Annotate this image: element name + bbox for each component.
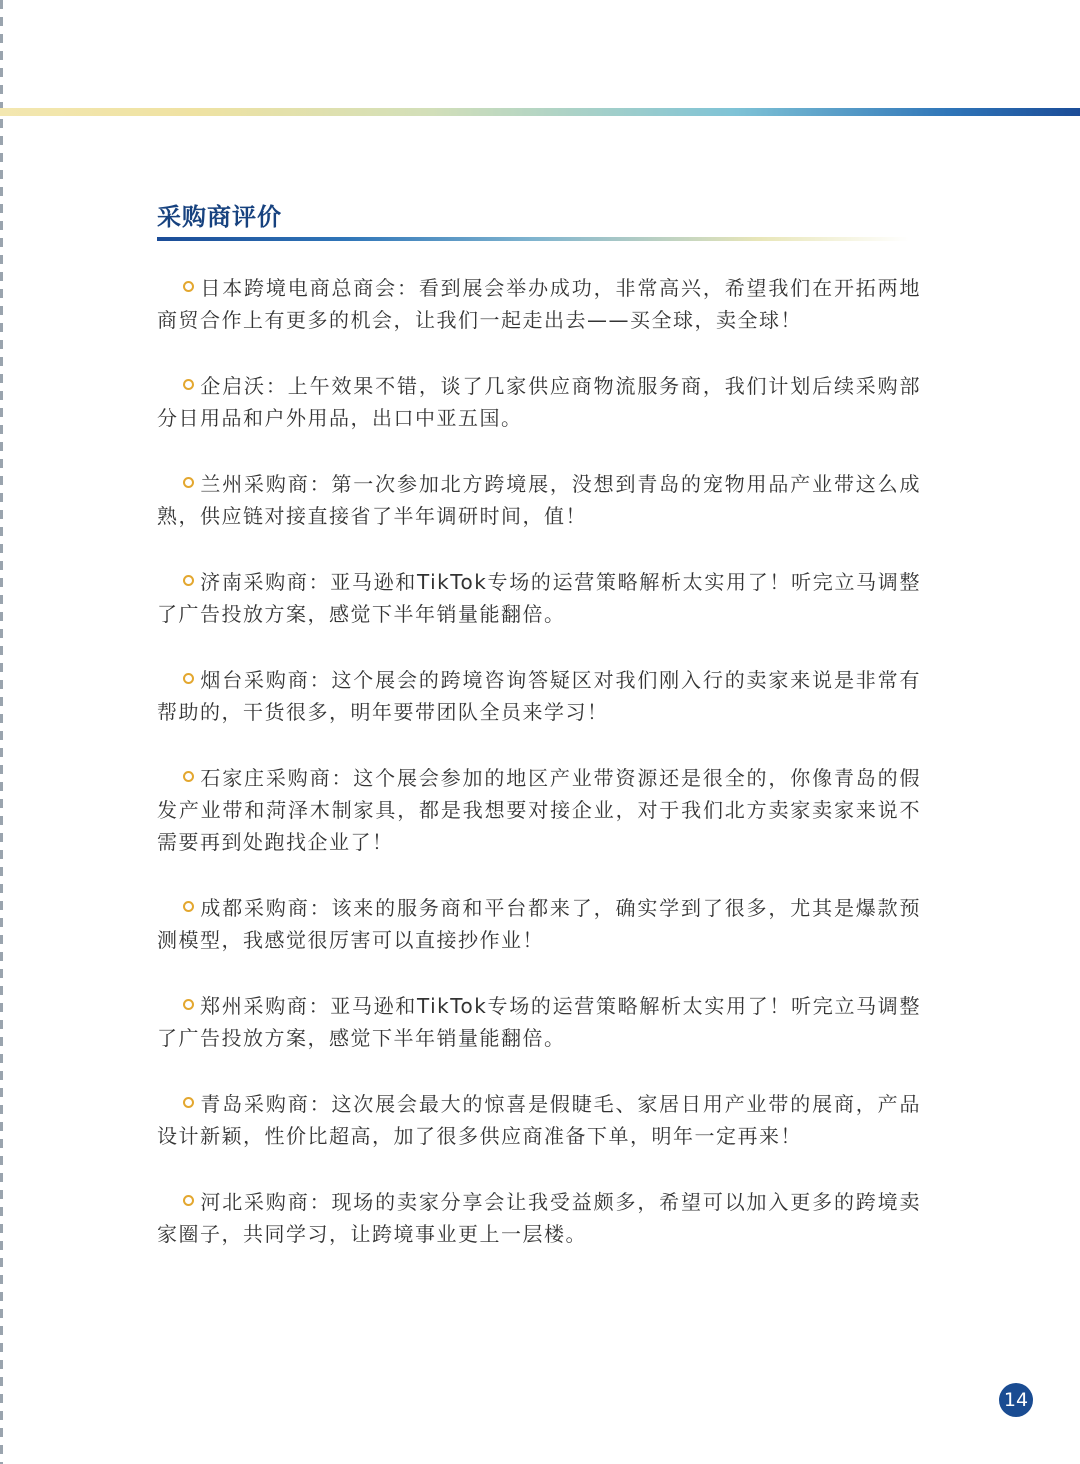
header-gradient-band <box>0 108 1080 116</box>
review-text: 成都采购商：该来的服务商和平台都来了，确实学到了很多，尤其是爆款预测模型，我感觉很厉害可以直接抄作业！ <box>157 896 921 952</box>
title-underline <box>157 237 909 241</box>
review-text: 郑州采购商：亚马逊和TikTok专场的运营策略解析太实用了！听完立马调整了广告投放方案，感觉下半年销量能翻倍。 <box>157 994 921 1050</box>
section-title: 采购商评价 <box>157 203 282 231</box>
binding-dashed-edge <box>0 0 3 1464</box>
circle-bullet-icon <box>183 281 194 292</box>
page-number-badge: 14 <box>999 1383 1033 1417</box>
review-text: 日本跨境电商总商会：看到展会举办成功，非常高兴，希望我们在开拓两地商贸合作上有更多的机会，让我们一起走出去——买全球，卖全球！ <box>157 276 921 332</box>
review-text: 石家庄采购商：这个展会参加的地区产业带资源还是很全的，你像青岛的假发产业带和菏泽木制家具，都是我想要对接企业，对于我们北方卖家卖家来说不需要再到处跑找企业了！ <box>157 766 921 854</box>
review-item <box>157 762 921 858</box>
circle-bullet-icon <box>183 673 194 684</box>
review-text: 青岛采购商：这次展会最大的惊喜是假睫毛、家居日用产业带的展商，产品设计新颖，性价比超高，加了很多供应商准备下单，明年一定再来！ <box>157 1092 921 1148</box>
review-item <box>157 566 921 630</box>
circle-bullet-icon <box>183 901 194 912</box>
review-item <box>157 990 921 1054</box>
circle-bullet-icon <box>183 1097 194 1108</box>
circle-bullet-icon <box>183 379 194 390</box>
review-text: 河北采购商：现场的卖家分享会让我受益颇多，希望可以加入更多的跨境卖家圈子，共同学习，让跨境事业更上一层楼。 <box>157 1190 921 1246</box>
circle-bullet-icon <box>183 575 194 586</box>
review-item <box>157 370 921 434</box>
review-item <box>157 468 921 532</box>
circle-bullet-icon <box>183 1195 194 1206</box>
review-list <box>157 272 921 1284</box>
review-text: 烟台采购商：这个展会的跨境咨询答疑区对我们刚入行的卖家来说是非常有帮助的，干货很多，明年要带团队全员来学习！ <box>157 668 921 724</box>
review-text: 兰州采购商：第一次参加北方跨境展，没想到青岛的宠物用品产业带这么成熟，供应链对接直接省了半年调研时间，值！ <box>157 472 921 528</box>
circle-bullet-icon <box>183 999 194 1010</box>
review-text: 济南采购商：亚马逊和TikTok专场的运营策略解析太实用了！听完立马调整了广告投放方案，感觉下半年销量能翻倍。 <box>157 570 921 626</box>
review-text: 企启沃：上午效果不错，谈了几家供应商物流服务商，我们计划后续采购部分日用品和户外用品，出口中亚五国。 <box>157 374 921 430</box>
review-item <box>157 272 921 336</box>
review-item <box>157 892 921 956</box>
circle-bullet-icon <box>183 477 194 488</box>
circle-bullet-icon <box>183 771 194 782</box>
review-item <box>157 664 921 728</box>
review-item <box>157 1088 921 1152</box>
review-item <box>157 1186 921 1250</box>
